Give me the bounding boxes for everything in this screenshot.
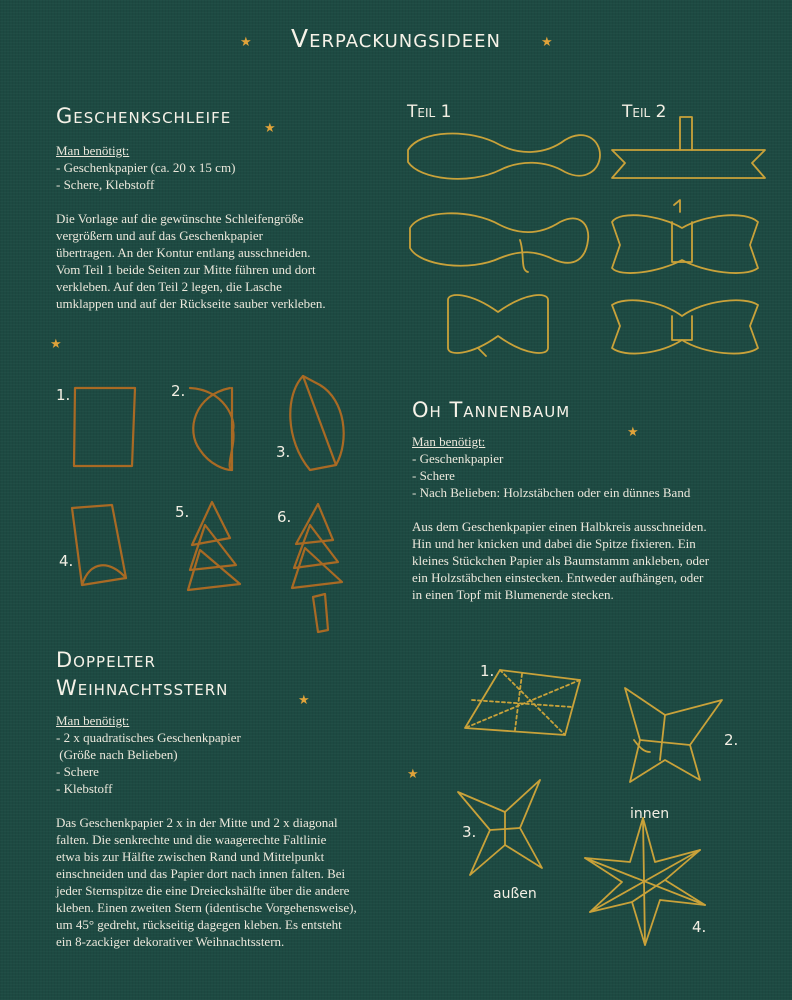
bow-template-part2-icon	[612, 117, 765, 178]
bow-text-line: verkleben. Auf den Teil 2 legen, die Lasche	[56, 279, 282, 294]
tree-step-2: 2.	[171, 382, 186, 400]
star-decoration-icon: ★	[298, 692, 310, 707]
tree-step-6-tree-icon	[292, 504, 342, 632]
star-needs-label: Man benötigt:	[56, 713, 130, 728]
star-decoration-icon: ★	[541, 34, 553, 49]
bow-need-item: - Geschenkpapier (ca. 20 x 15 cm)	[56, 160, 236, 175]
star-instructions	[56, 712, 396, 950]
star-text-line: Das Geschenkpapier 2 x in der Mitte und 2 x diagonal	[56, 815, 338, 830]
bow-text-line: vergrößern und auf das Geschenkpapier	[56, 228, 263, 243]
tree-step-1-paper-icon	[74, 388, 135, 466]
bow-folding-part1-icon	[410, 213, 588, 272]
tree-text-line: ein Holzstäbchen einstecken. Entweder aufhängen, oder	[412, 570, 704, 585]
star-text-line: einschneiden und das Papier dort nach innen falten. Bei	[56, 866, 346, 881]
bow-heading: Geschenkschleife	[56, 104, 232, 128]
tree-step-3-folded-icon	[290, 376, 343, 470]
tree-step-5: 5.	[175, 503, 190, 521]
star-text-line: um 45° gedreht, rückseitig dagegen kleben. Es entsteht	[56, 917, 342, 932]
bow-text-line: umklappen und auf der Rückseite sauber verkleben.	[56, 296, 326, 311]
star-text-line: jeder Sternspitze die eine Dreieckshälfte über die andere	[56, 883, 350, 898]
star-decoration-icon: ★	[407, 766, 419, 781]
bow-finished-part1-icon	[448, 295, 548, 356]
star-step-3: 3.	[462, 823, 477, 841]
star-need-item: - Schere	[56, 764, 99, 779]
tree-need-item: - Geschenkpapier	[412, 451, 504, 466]
star-decoration-icon: ★	[240, 34, 252, 49]
star-need-item: (Größe nach Belieben)	[56, 747, 178, 762]
tree-need-item: - Nach Belieben: Holzstäbchen oder ein dünnes Band	[412, 485, 691, 500]
bow-template-part1-icon	[408, 134, 600, 179]
tree-text-line: Aus dem Geschenkpapier einen Halbkreis ausschneiden.	[412, 519, 707, 534]
tree-step-3: 3.	[276, 443, 291, 461]
bow-needs-label: Man benötigt:	[56, 143, 130, 158]
tree-step-4: 4.	[59, 552, 74, 570]
tree-step-6: 6.	[277, 508, 292, 526]
star-decoration-icon: ★	[50, 336, 62, 351]
bow-text-line: Die Vorlage auf die gewünschte Schleifengröße	[56, 211, 304, 226]
tree-need-item: - Schere	[412, 468, 455, 483]
star-step-4-eight-point-star-icon	[585, 818, 705, 945]
bow-text-line: übertragen. An der Kontur entlang ausschneiden.	[56, 245, 311, 260]
star-outer-label: außen	[493, 886, 537, 902]
star-step-4: 4.	[692, 918, 707, 936]
tree-instructions	[412, 433, 772, 603]
tree-step-1: 1.	[56, 386, 71, 404]
tree-step-4-folded-icon	[72, 505, 126, 585]
star-need-item: - Klebstoff	[56, 781, 113, 796]
star-decoration-icon: ★	[264, 120, 276, 135]
star-text-line: etwa bis zur Hälfte zwischen Rand und Mittelpunkt	[56, 849, 325, 864]
bow-text-line: Vom Teil 1 beide Seiten zur Mitte führen und dort	[56, 262, 316, 277]
bow-part2-label: Teil 2	[622, 102, 667, 122]
bow-instructions	[56, 142, 376, 312]
bow-folding-part2-icon	[612, 200, 758, 273]
star-heading	[56, 646, 228, 702]
bow-finished-part2-icon	[612, 300, 758, 353]
tree-text-line: in einen Topf mit Blumenerde stecken.	[412, 587, 614, 602]
star-text-line: falten. Die senkrechte und die waagerechte Faltlinie	[56, 832, 327, 847]
bow-part1-label: Teil 1	[407, 102, 452, 122]
star-decoration-icon: ★	[627, 424, 639, 439]
tree-text-line: kleines Stückchen Papier als Baumstamm ankleben, oder	[412, 553, 710, 568]
star-heading-line-1: Doppelter	[56, 648, 156, 672]
star-step-1: 1.	[480, 662, 495, 680]
page-title: Verpackungsideen	[291, 24, 501, 53]
bow-need-item: - Schere, Klebstoff	[56, 177, 155, 192]
tree-step-5-tree-icon	[188, 502, 240, 590]
tree-heading: Oh Tannenbaum	[412, 398, 571, 422]
tree-needs-label: Man benötigt:	[412, 434, 486, 449]
star-step-2-inner-fold-icon	[625, 688, 722, 782]
star-inner-label: innen	[630, 806, 670, 822]
star-need-item: - 2 x quadratisches Geschenkpapier	[56, 730, 241, 745]
tree-text-line: Hin und her knicken und dabei die Spitze fixieren. Ein	[412, 536, 696, 551]
star-text-line: ein 8-zackiger dekorativer Weihnachtsstern.	[56, 934, 285, 949]
star-text-line: kleben. Einen zweiten Stern (identische Vorgehensweise),	[56, 900, 357, 915]
star-heading-line-2: Weihnachtsstern	[56, 676, 229, 700]
star-step-2: 2.	[724, 731, 739, 749]
tree-step-2-halfcircle-icon	[190, 388, 234, 470]
